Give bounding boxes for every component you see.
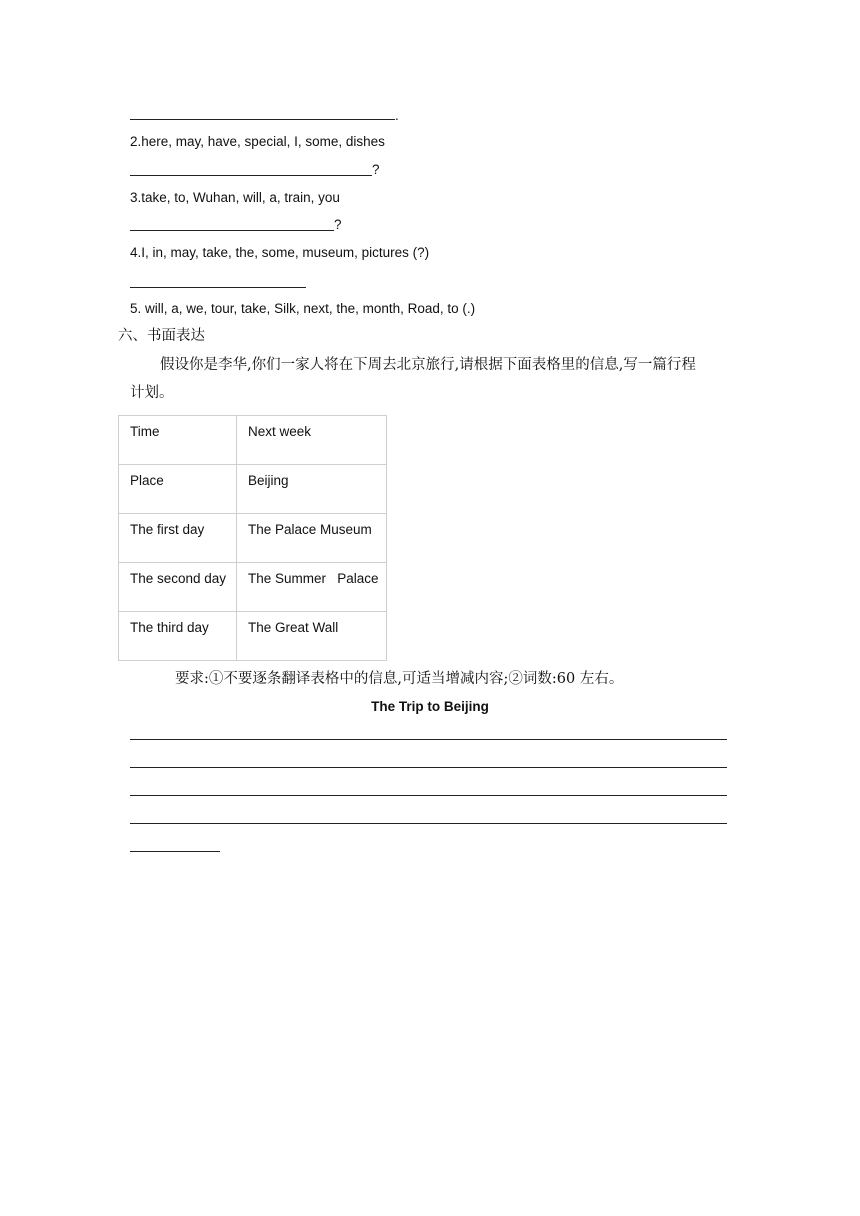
table-cell-value: The Summer Palace — [237, 563, 387, 612]
table-row — [119, 465, 387, 514]
table-cell-value: Beijing — [237, 465, 387, 514]
section-heading: 六、书面表达 — [118, 328, 205, 344]
table-cell-value: The Great Wall — [237, 612, 387, 661]
table-cell-label: The first day — [119, 514, 237, 563]
table-row — [119, 416, 387, 465]
table-cell-label: The second day — [119, 563, 237, 612]
answer-line-4 — [130, 287, 306, 288]
writing-line-5 — [130, 851, 220, 852]
table-row — [119, 514, 387, 563]
question-2-prompt: 2.here, may, have, special, I, some, dishes — [130, 134, 385, 149]
writing-line-3 — [130, 795, 727, 796]
table-row — [119, 612, 387, 661]
instruction-line-2: 计划。 — [130, 385, 174, 401]
table-cell-label: Time — [119, 416, 237, 465]
table-cell-label: Place — [119, 465, 237, 514]
writing-line-1 — [130, 739, 727, 740]
answer-line-3 — [130, 230, 334, 231]
table-cell-value: The Palace Museum — [237, 514, 387, 563]
answer-line-2 — [130, 175, 372, 176]
table-cell-label: The third day — [119, 612, 237, 661]
question-4-prompt: 4.I, in, may, take, the, some, museum, pictures (?) — [130, 245, 430, 260]
table-row — [119, 563, 387, 612]
question-5-prompt: 5. will, a, we, tour, take, Silk, next, the, month, Road, to (.) — [130, 301, 476, 316]
answer-line-2-end: ? — [372, 162, 380, 177]
instruction-line-1: 假设你是李华,你们一家人将在下周去北京旅行,请根据下面表格里的信息,写一篇行程 — [160, 357, 696, 373]
writing-line-2 — [130, 767, 727, 768]
answer-line-1-end: . — [395, 108, 399, 123]
essay-title: The Trip to Beijing — [371, 699, 489, 714]
writing-line-4 — [130, 823, 727, 824]
table-cell-value: Next week — [237, 416, 387, 465]
answer-line-1 — [130, 119, 395, 120]
answer-line-3-end: ? — [334, 217, 342, 232]
question-3-prompt: 3.take, to, Wuhan, will, a, train, you — [130, 190, 340, 205]
trip-info-table — [118, 415, 387, 661]
requirement-text: 要求:①不要逐条翻译表格中的信息,可适当增减内容;②词数:60 左右。 — [175, 671, 624, 687]
